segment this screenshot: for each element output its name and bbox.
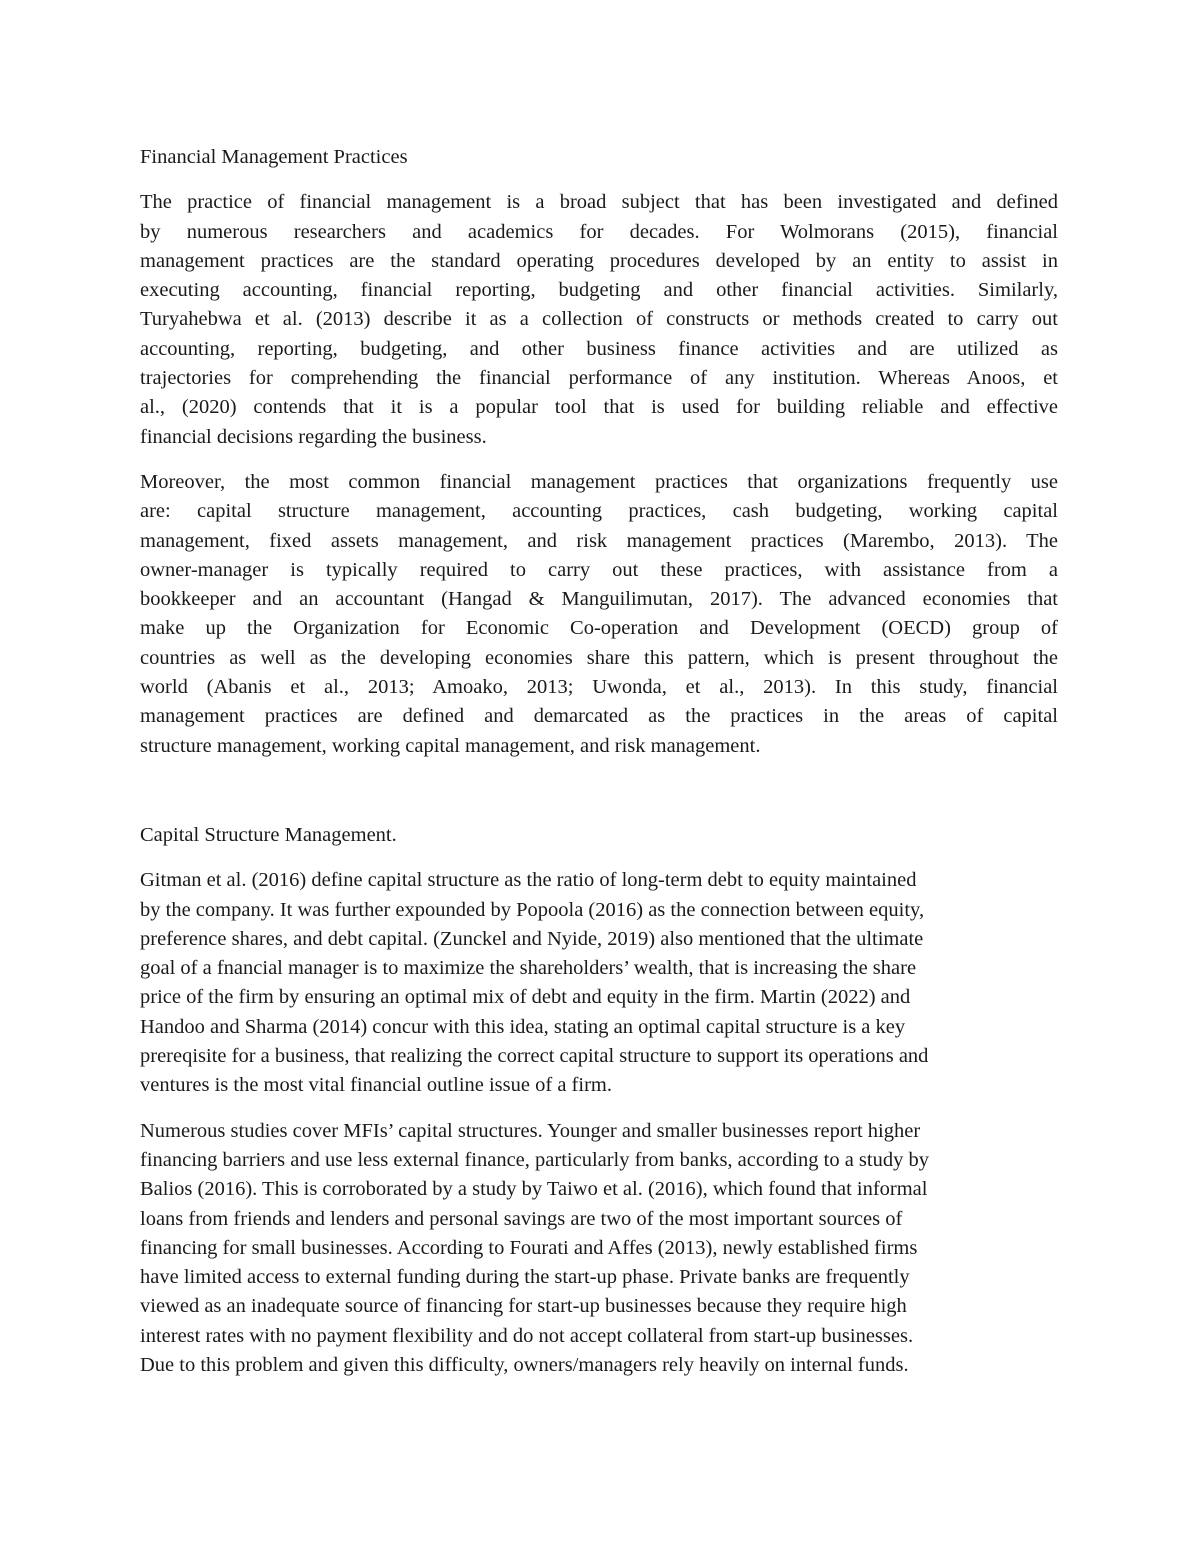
text-line: bookkeeper and an accountant (Hangad & Manguilimutan, 2017). The advanced economies that bbox=[140, 588, 1058, 611]
text-line: make up the Organization for Economic Co-operation and Development (OECD) group of bbox=[140, 617, 1058, 640]
text-line: management practices are the standard operating procedures developed by an entity to assist in bbox=[140, 249, 1058, 272]
text-line: by the company. It was further expounded by Popoola (2016) as the connection between equity, bbox=[140, 898, 925, 921]
section-heading: Financial Management Practices bbox=[140, 146, 408, 168]
paragraph bbox=[140, 188, 1058, 452]
section-heading: Capital Structure Management. bbox=[140, 823, 397, 846]
text-line: have limited access to external funding during the start-up phase. Private banks are frequently bbox=[140, 1266, 910, 1289]
paragraph bbox=[140, 468, 1058, 761]
text-line: Moreover, the most common financial management practices that organizations frequently use bbox=[140, 470, 1058, 493]
text-line: The practice of financial management is a broad subject that has been investigated and defined bbox=[140, 191, 1058, 214]
text-line: prereqisite for a business, that realizing the correct capital structure to support its operations and bbox=[140, 1045, 929, 1068]
text-line: countries as well as the developing economies share this pattern, which is present throughout the bbox=[140, 646, 1058, 669]
text-line: financial decisions regarding the business. bbox=[140, 425, 487, 448]
document-page bbox=[140, 143, 1058, 1380]
text-line: Gitman et al. (2016) define capital structure as the ratio of long-term debt to equity maintained bbox=[140, 869, 917, 892]
text-line: financing for small businesses. According to Fourati and Affes (2013), newly established firms bbox=[140, 1236, 918, 1259]
text-line: accounting, reporting, budgeting, and other business finance activities and are utilized as bbox=[140, 337, 1058, 360]
text-line: Balios (2016). This is corroborated by a study by Taiwo et al. (2016), which found that informal bbox=[140, 1178, 928, 1201]
text-line: price of the firm by ensuring an optimal mix of debt and equity in the firm. Martin (2022) and bbox=[140, 986, 911, 1009]
text-line: by numerous researchers and academics for decades. For Wolmorans (2015), financial bbox=[140, 220, 1058, 243]
text-line: Handoo and Sharma (2014) concur with this idea, stating an optimal capital structure is a key bbox=[140, 1015, 906, 1038]
text-line: management, fixed assets management, and risk management practices (Marembo, 2013). The bbox=[140, 529, 1058, 552]
text-line: executing accounting, financial reporting, budgeting and other financial activities. Similarly, bbox=[140, 279, 1058, 302]
text-line: al., (2020) contends that it is a popular tool that is used for building reliable and effective bbox=[140, 396, 1058, 419]
text-line: goal of a fnancial manager is to maximize the shareholders’ wealth, that is increasing the share bbox=[140, 957, 917, 980]
text-line: Due to this problem and given this difficulty, owners/managers rely heavily on internal funds. bbox=[140, 1353, 909, 1376]
text-line: structure management, working capital management, and risk management. bbox=[140, 734, 761, 757]
text-line: management practices are defined and demarcated as the practices in the areas of capital bbox=[140, 705, 1058, 728]
text-line: ventures is the most vital financial outline issue of a firm. bbox=[140, 1074, 612, 1097]
text-line: loans from friends and lenders and personal savings are two of the most important sources of bbox=[140, 1207, 903, 1230]
text-line: Turyahebwa et al. (2013) describe it as a collection of constructs or methods created to carry out bbox=[140, 308, 1058, 331]
text-line: preference shares, and debt capital. (Zunckel and Nyide, 2019) also mentioned that the ultimate bbox=[140, 927, 924, 950]
text-line: financing barriers and use less external finance, particularly from banks, according to a study by bbox=[140, 1148, 929, 1171]
text-line: owner-manager is typically required to carry out these practices, with assistance from a bbox=[140, 558, 1058, 581]
text-line: viewed as an inadequate source of financing for start-up businesses because they require high bbox=[140, 1295, 907, 1318]
paragraph bbox=[140, 866, 1058, 1100]
text-line: are: capital structure management, accounting practices, cash budgeting, working capital bbox=[140, 500, 1058, 523]
paragraph bbox=[140, 1117, 1058, 1381]
text-line: interest rates with no payment flexibility and do not accept collateral from start-up businesses. bbox=[140, 1324, 914, 1347]
text-line: world (Abanis et al., 2013; Amoako, 2013; Uwonda, et al., 2013). In this study, financial bbox=[140, 676, 1058, 699]
text-line: Numerous studies cover MFIs’ capital structures. Younger and smaller businesses report higher bbox=[140, 1119, 921, 1142]
text-line: trajectories for comprehending the financial performance of any institution. Whereas Anoos, et bbox=[140, 367, 1058, 390]
spacer bbox=[140, 761, 1058, 805]
